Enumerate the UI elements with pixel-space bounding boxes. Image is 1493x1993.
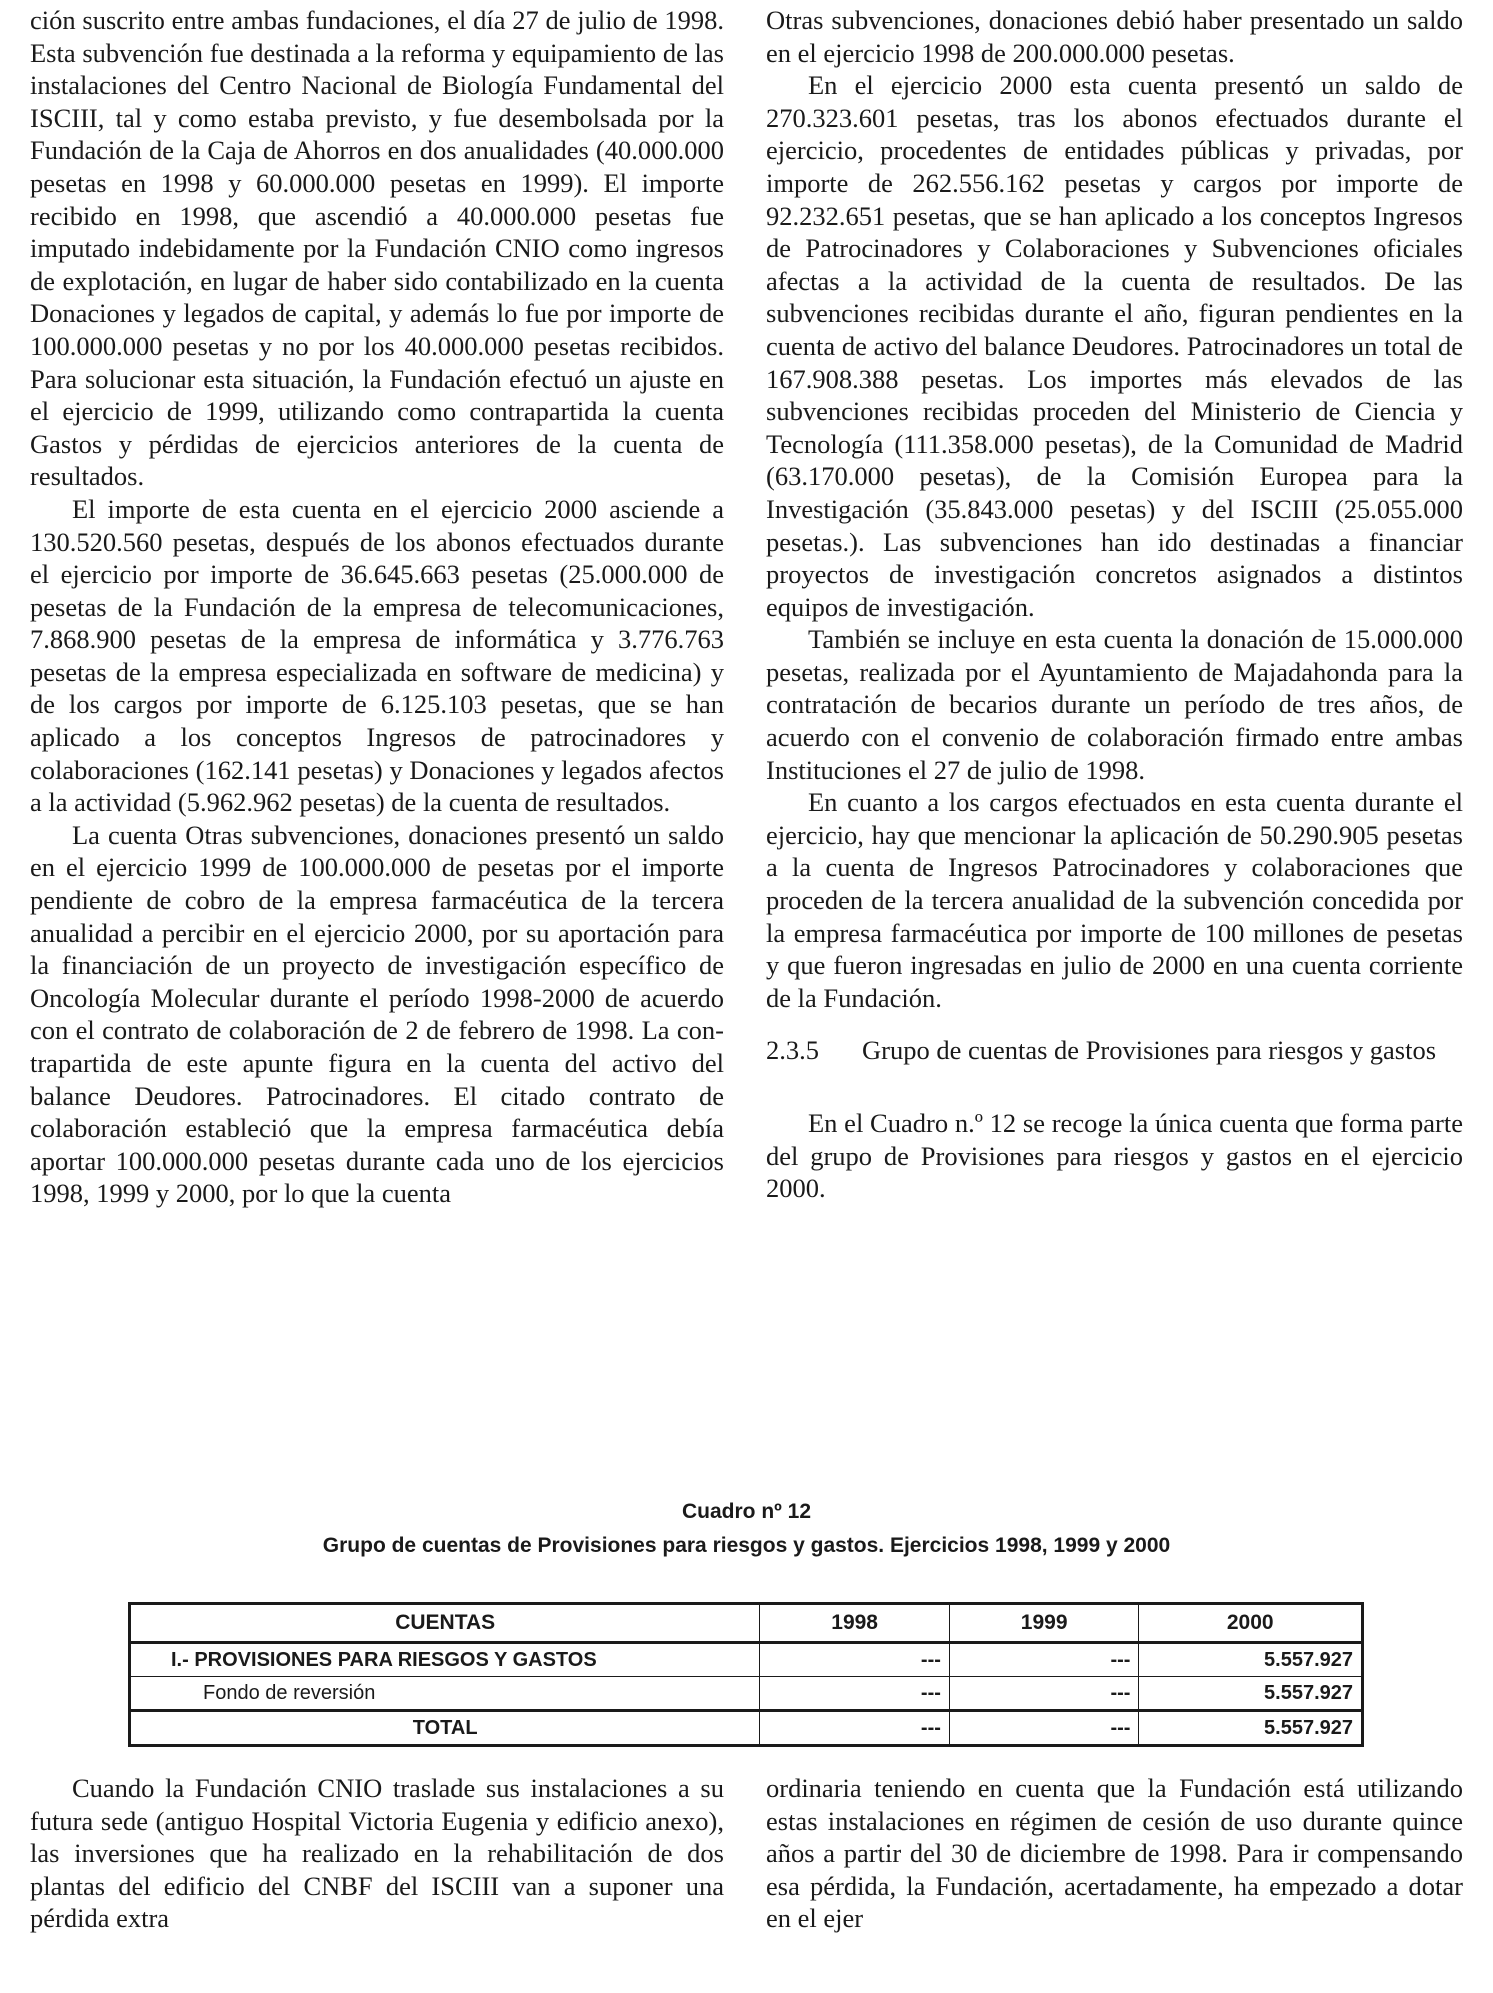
cell-2000: 5.557.927 (1139, 1711, 1363, 1746)
table-row (130, 1643, 1363, 1677)
paragraph: Cuando la Fundación CNIO traslade sus instalaciones a su futura sede (antiguo Hospital Victoria Eugenia y edificio anexo), las inversiones que ha realizado en la rehabilitación de dos plantas del edificio del CNBF del ISCIII van a suponer una pérdida extra (30, 1773, 724, 1934)
left-column-top (30, 4, 724, 1210)
header-2000: 2000 (1139, 1604, 1363, 1643)
table-subtitle: Grupo de cuentas de Provisiones para riesgos y gastos. Ejercicios 1998, 1999 y 2000 (322, 1534, 1171, 1557)
cell-2000: 5.557.927 (1139, 1677, 1363, 1711)
section-heading (766, 1034, 1463, 1067)
table-row (130, 1677, 1363, 1711)
row-label: TOTAL (130, 1711, 760, 1746)
paragraph: En el Cuadro n.º 12 se recoge la única cuenta que forma parte del grupo de Provisiones para riesgos y gastos en el ejercicio 2000. (766, 1108, 1463, 1204)
cell-1999: --- (949, 1711, 1139, 1746)
table-header-row (130, 1604, 1363, 1643)
right-column-top (766, 4, 1463, 1205)
paragraph: ción suscrito entre ambas fundaciones, el día 27 de julio de 1998. Esta subvención fue destinada a la reforma y equipamiento de las instalaciones del Centro Nacional de Biología Fundamental del ISCIII, tal y como estaba previsto, y fue desembolsada por la Fundación de la Caja de Ahorros en dos anualidades (40.000.000 pesetas en 1998 y 60.000.000 pesetas en 1999). El importe recibido en 1998, que ascendió a 40.000.000 pesetas fue imputado indebidamente por la Fundación CNIO como ingresos de explotación, en lugar de haber sido contabilizado en la cuenta Donaciones y legados de capital, y además lo fue por importe de 100.000.000 pesetas y no por los 40.000.000 pesetas recibidos. Para solucionar esta situación, la Fundación efectuó un ajuste en el ejercicio de 1999, utilizando como contrapartida la cuenta Gastos y pérdidas de ejercicios anteriores de la cuenta de resultados. (30, 5, 724, 492)
section-number: 2.3.5 (766, 1035, 819, 1066)
paragraph: La cuenta Otras subvenciones, donaciones presentó un saldo en el ejercicio 1999 de 100.000.000 de pesetas por el importe pendiente de cobro de la empresa farmacéutica de la tercera anualidad a percibir en el ejercicio 2000, por su aportación para la financiación de un proyecto de investigación específico de Oncología Molecular durante el período 1998-2000 de acuerdo con el contrato de colaboración de 2 de febrero de 1998. La contrapartida de este apunte figura en la cuenta del activo del balance Deudores. Patrocinadores. El citado contrato de colaboración estableció que la empresa farmacéutica debía aportar 100.000.000 pesetas durante cada uno de los ejercicios 1998, 1999 y 2000, por lo que la cuenta (30, 819, 724, 1209)
paragraph: También se incluye en esta cuenta la donación de 15.000.000 pesetas, realizada por el Ayuntamiento de Majadahonda para la contratación de becarios durante un período de tres años, de acuerdo con el convenio de colaboración firmado entre ambas Instituciones el 27 de julio de 1998. (766, 624, 1463, 785)
header-1999: 1999 (949, 1604, 1139, 1643)
paragraph: En cuanto a los cargos efectuados en esta cuenta durante el ejercicio, hay que mencionar la aplicación de 50.290.905 pesetas a la cuenta de Ingresos Patrocinadores y colaboraciones que proceden de la tercera anualidad de la subvención concedida por la empresa farmacéutica por importe de 100 millones de pesetas y que fueron ingresadas en julio de 2000 en una cuenta corriente de la Fundación. (766, 787, 1463, 1013)
table-row-total (130, 1711, 1363, 1746)
header-cuentas: CUENTAS (130, 1604, 760, 1643)
paragraph: Otras subvenciones, donaciones debió haber presentado un saldo en el ejercicio 1998 de 200.000.000 pesetas. (766, 5, 1463, 68)
right-column-bottom (766, 1772, 1463, 1935)
cell-1998: --- (760, 1643, 950, 1677)
cell-2000: 5.557.927 (1139, 1643, 1363, 1677)
section-title: Grupo de cuentas de Provisiones para riesgos y gastos (862, 1035, 1437, 1066)
cell-1999: --- (949, 1643, 1139, 1677)
header-1998: 1998 (760, 1604, 950, 1643)
table-title: Cuadro nº 12 (681, 1500, 812, 1523)
left-column-bottom (30, 1772, 724, 1935)
provisions-table (128, 1602, 1364, 1747)
cell-1999: --- (949, 1677, 1139, 1711)
row-label: I.- PROVISIONES PARA RIESGOS Y GASTOS (130, 1643, 760, 1677)
paragraph: El importe de esta cuenta en el ejercicio 2000 asciende a 130.520.560 pesetas, después de los abonos efectuados durante el ejercicio por importe de 36.645.663 pesetas (25.000.000 de pesetas de la Fundación de la empresa de telecomunicaciones, 7.868.900 pesetas de la empresa de informática y 3.776.763 pesetas de la empresa especializada en software de medicina) y de los cargos por importe de 6.125.103 pesetas, que se han aplicado a los conceptos Ingresos de patrocinadores y colaboraciones (162.141 pesetas) y Donaciones y legados afectos a la actividad (5.962.962 pesetas) de la cuenta de resultados. (30, 493, 724, 818)
cell-1998: --- (760, 1711, 950, 1746)
paragraph: En el ejercicio 2000 esta cuenta presentó un saldo de 270.323.601 pesetas, tras los abonos efectuados durante el ejercicio, procedentes de entidades públicas y privadas, por importe de 262.556.162 pesetas y cargos por importe de 92.232.651 pesetas, que se han aplicado a los conceptos Ingresos de Patrocinadores y Colaboraciones y Subvenciones oficiales afectas a la actividad de la cuenta de resultados. De las subvenciones recibidas durante el año, figuran pendientes en la cuenta de activo del balance Deudores. Patrocinadores un total de 167.908.388 pesetas. Los importes más elevados de las subvenciones recibidas proceden del Ministerio de Ciencia y Tecnología (111.358.000 pesetas), de la Comunidad de Madrid (63.170.000 pesetas), de la Comisión Europea para la Investigación (35.843.000 pesetas) y del ISCIII (25.055.000 pesetas.). Las subvenciones han ido destinadas a financiar proyectos de investigación concretos asignados a distintos equipos de investigación. (766, 70, 1463, 622)
paragraph: ordinaria teniendo en cuenta que la Fundación está utilizando estas instalaciones en régimen de cesión de uso durante quince años a partir del 30 de diciembre de 1998. Para ir compensando esa pérdida, la Fundación, acertadamente, ha empezado a dotar en el ejer (766, 1773, 1463, 1934)
cell-1998: --- (760, 1677, 950, 1711)
row-label: Fondo de reversión (130, 1677, 760, 1711)
